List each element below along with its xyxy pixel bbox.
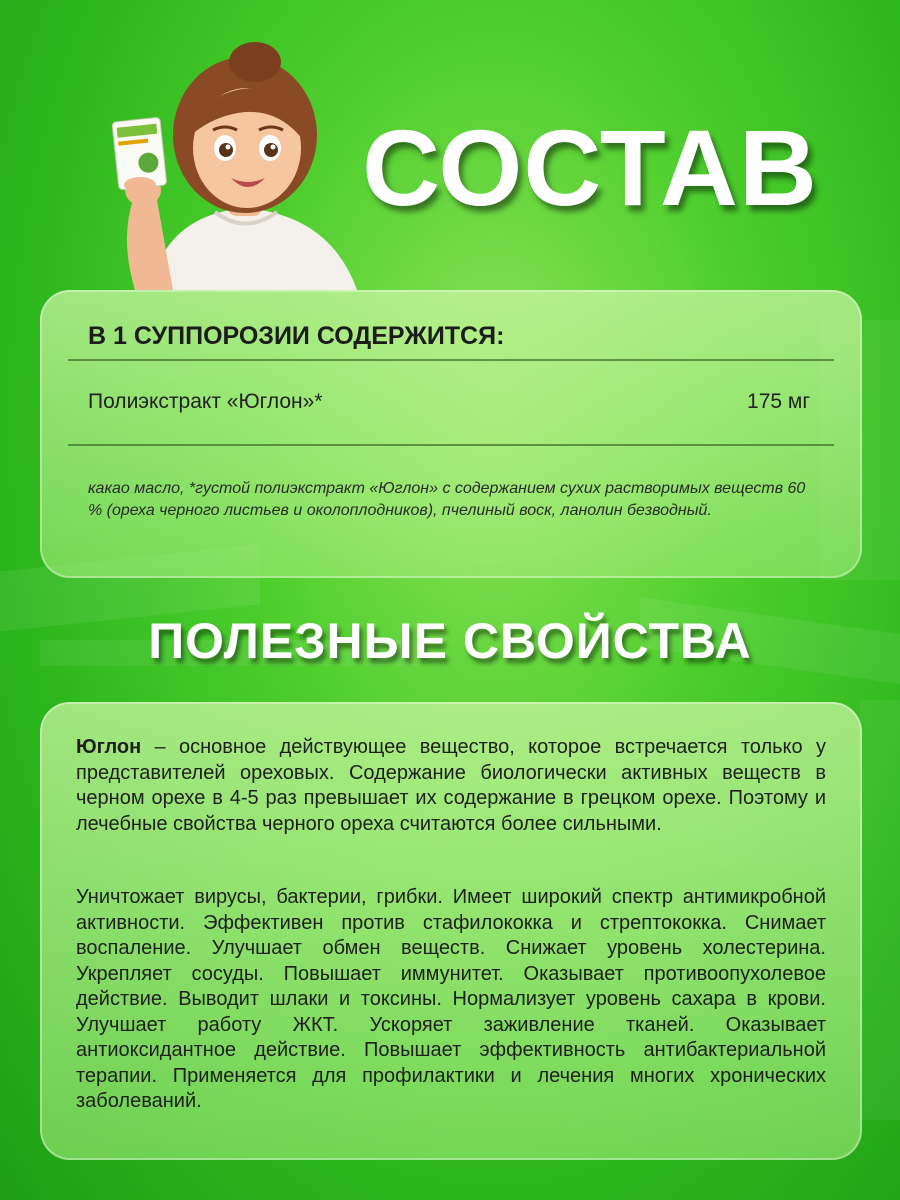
properties-paragraph: Уничтожает вирусы, бактерии, грибки. Имеет широкий спектр антимикробной активности. Эффективен против стафилококка и стрептококка. Снимает воспаление. Улучшает обмен веществ. Снижает уровень холестерина. Укрепляет сосуды. Повышает иммунитет. Оказывает противоопухолевое действие. Выводит шлаки и токсины. Нормализует уровень сахара в крови. Улучшает работу ЖКТ. Ускоряет заживление тканей. Оказывает антиоксидантное действие. Повышает эффективность антибактериальной терапии. Применяется для профилактики и лечения многих хронических заболеваний. (76, 886, 826, 1112)
background-decor (860, 700, 900, 1120)
ingredient-name: Полиэкстракт «Юглон»* (88, 390, 323, 413)
character-illustration (95, 40, 395, 290)
page-title: СОСТАВ (362, 107, 818, 228)
ingredient-amount: 175 мг (747, 390, 810, 413)
divider (68, 359, 834, 361)
divider (68, 444, 834, 446)
composition-footnote: какао масло, *густой полиэкстракт «Юглон» с содержанием сухих растворимых веществ 60 % (ореха черного листьев и околоплодников), пчелиный воск, ланолин безводный. (88, 480, 806, 519)
composition-panel (40, 290, 862, 578)
ingredient-highlight: Юглон (76, 736, 142, 758)
paragraph-text: – основное действующее вещество, которое встречается только у представителей ореховых. Содержание биологически активных веществ в черном орехе в 4-5 раз превышает их содержание в грецком орехе. Поэтому и лечебные свойства черного ореха считаются более сильными. (76, 736, 826, 835)
composition-heading: В 1 СУППОРОЗИИ СОДЕРЖИТСЯ: (88, 322, 505, 350)
properties-paragraph (76, 735, 826, 837)
section-title: ПОЛЕЗНЫЕ СВОЙСТВА (148, 613, 752, 669)
properties-panel (40, 702, 862, 1160)
